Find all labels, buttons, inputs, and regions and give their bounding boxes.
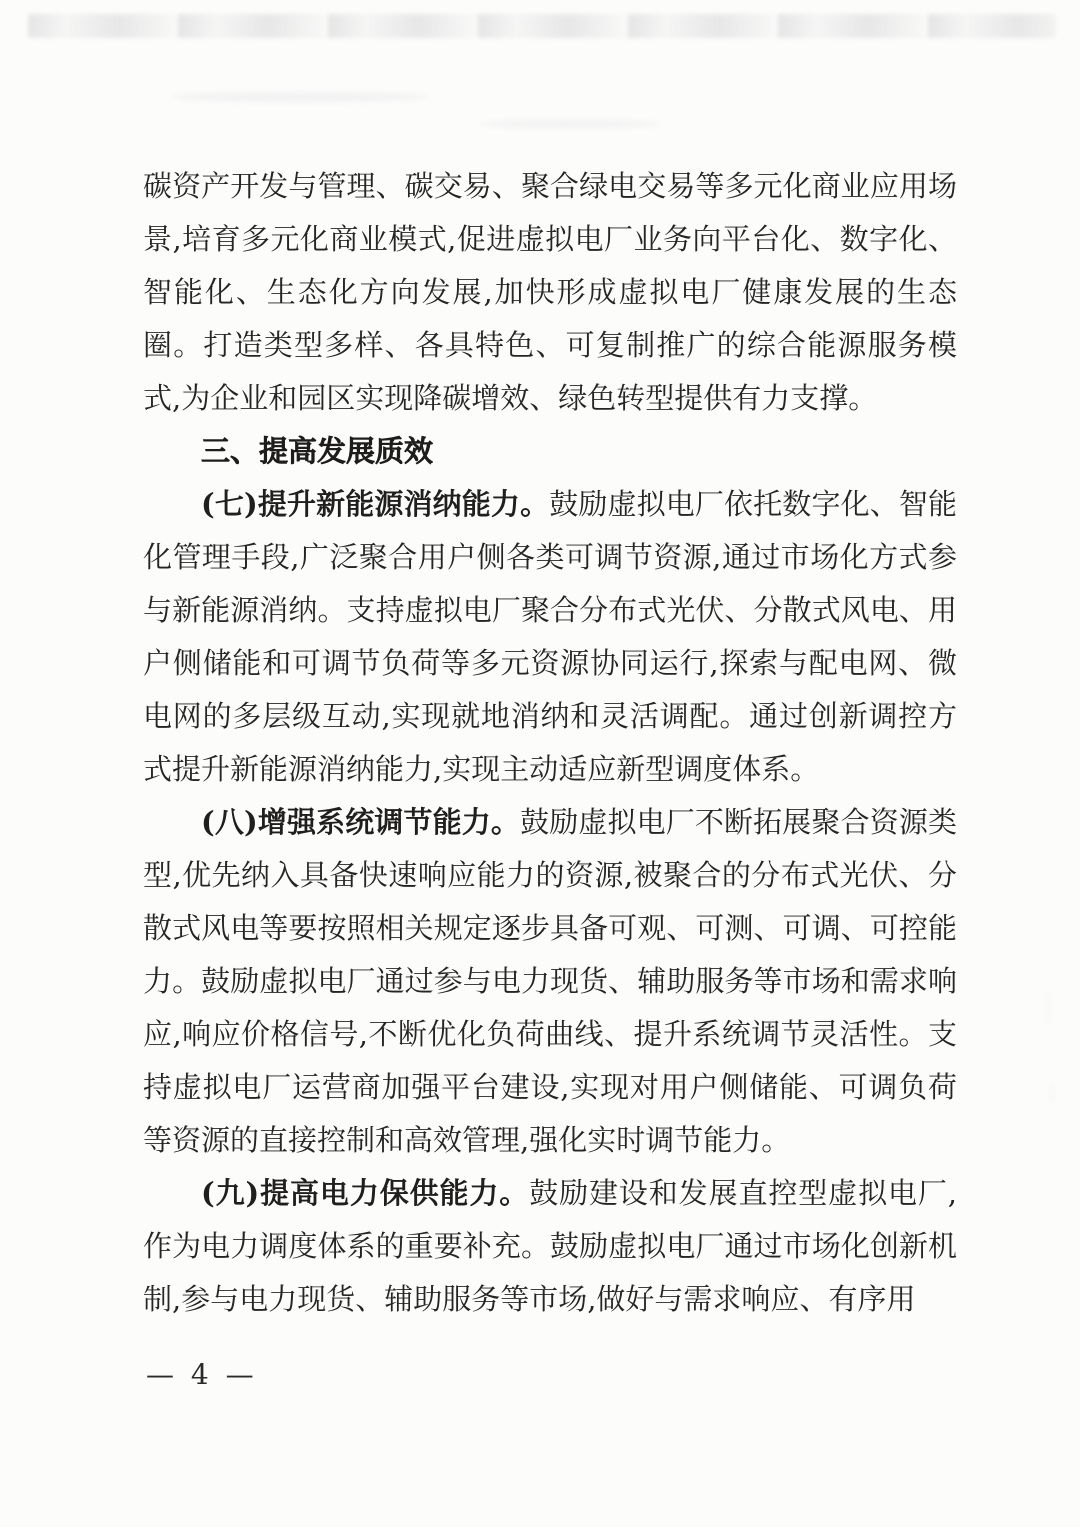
item-9-body: 鼓励建设和发展直控型虚拟电厂,作为电力调度体系的重要补充。鼓励虚拟电厂通过市场化创新机制,参与电力现货、辅助服务等市场,做好与需求响应、有序用: [143, 1176, 957, 1316]
item-8-body: 鼓励虚拟电厂不断拓展聚合资源类型,优先纳入具备快速响应能力的资源,被聚合的分布式光伏、分散式风电等要按照相关规定逐步具备可观、可测、可调、可控能力。鼓励虚拟电厂通过参与电力现货、辅助服务等市场和需求响应,响应价格信号,不断优化负荷曲线、提升系统调节灵活性。支持虚拟电厂运营商加强平台建设,实现对用户侧储能、可调负荷等资源的直接控制和高效管理,强化实时调节能力。: [143, 805, 957, 1157]
page-footer: [146, 1358, 258, 1391]
item-9-title: (九)提高电力保供能力。: [201, 1176, 530, 1210]
scan-smudge: [480, 120, 660, 128]
page-number: — 4 —: [146, 1358, 258, 1391]
scan-smudge: [170, 92, 430, 102]
item-paragraph-9: [143, 1167, 957, 1326]
item-7-body: 鼓励虚拟电厂依托数字化、智能化管理手段,广泛聚合用户侧各类可调节资源,通过市场化方式参与新能源消纳。支持虚拟电厂聚合分布式光伏、分散式风电、用户侧储能和可调节负荷等多元资源协同运行,探索与配电网、微电网的多层级互动,实现就地消纳和灵活调配。通过创新调控方式提升新能源消纳能力,实现主动适应新型调度体系。: [143, 487, 957, 786]
scan-speck: [1046, 990, 1051, 1024]
item-7-title: (七)提升新能源消纳能力。: [201, 487, 550, 521]
item-paragraph-8: [143, 796, 957, 1167]
section-heading: 三、提高发展质效: [201, 434, 434, 468]
scan-artifact-band: [28, 14, 1056, 38]
scan-speck: [1050, 1080, 1054, 1106]
paragraph-continuation: 碳资产开发与管理、碳交易、聚合绿电交易等多元化商业应用场景,培育多元化商业模式,促进虚拟电厂业务向平台化、数字化、智能化、生态化方向发展,加快形成虚拟电厂健康发展的生态圈。打造类型多样、各具特色、可复制推广的综合能源服务模式,为企业和园区实现降碳增效、绿色转型提供有力支撑。: [143, 169, 957, 415]
item-paragraph-7: [143, 478, 957, 796]
document-body: [143, 160, 957, 1326]
item-8-title: (八)增强系统调节能力。: [201, 805, 521, 839]
